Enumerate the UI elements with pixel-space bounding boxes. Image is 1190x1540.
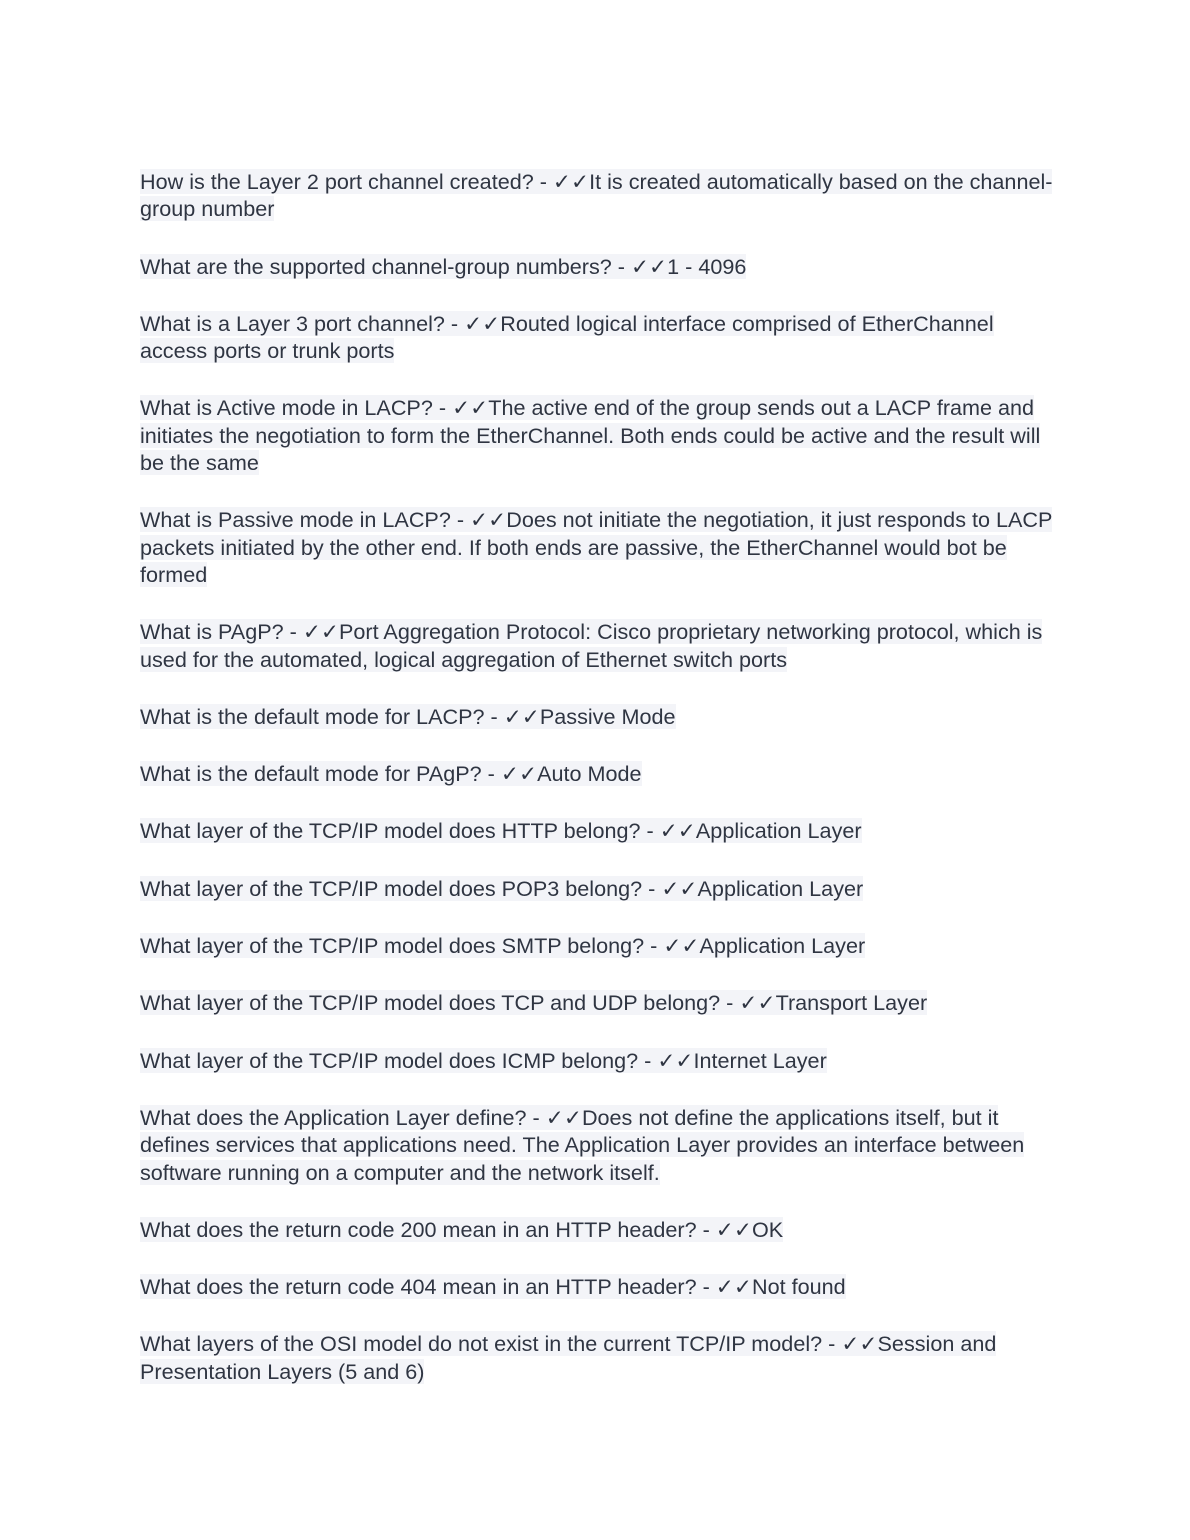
separator: - [533,169,553,194]
document-page [140,168,1055,1415]
question-text: What layer of the TCP/IP model does TCP and UDP belong? [140,990,721,1016]
separator: - [283,619,303,645]
question-text: What does the Application Layer define? [140,1104,527,1130]
double-check-icon: ✓✓ [661,875,698,901]
separator: - [642,875,662,901]
question-text: What is PAgP? [140,619,284,645]
qa-text [140,818,862,843]
double-check-icon: ✓✓ [470,507,507,533]
qa-text [140,990,927,1015]
separator: - [444,310,465,336]
qa-item [140,703,1055,730]
qa-text [140,761,642,786]
answer-text: Application Layer [695,818,862,844]
answer-text: Does not initiate the negotiation, it just responds to LACP packets initiated by the other end. If both ends are passive, the EtherChannel would bot be formed [140,507,1053,587]
qa-item [140,168,1055,223]
answer-text: Internet Layer [693,1047,827,1073]
double-check-icon: ✓✓ [663,933,700,959]
qa-item [140,1047,1055,1074]
qa-text [140,876,863,901]
question-text: What does the return code 200 mean in an HTTP header? [140,1216,697,1242]
qa-text [140,704,676,729]
question-text: What layer of the TCP/IP model does SMTP belong? [140,933,645,959]
qa-text [140,395,1040,475]
double-check-icon: ✓✓ [545,1104,582,1130]
double-check-icon: ✓✓ [659,818,696,844]
double-check-icon: ✓✓ [657,1047,694,1073]
qa-item [140,253,1055,280]
separator: - [822,1331,842,1357]
qa-text [140,169,1052,221]
double-check-icon: ✓✓ [841,1331,878,1357]
answer-text: Session and Presentation Layers (5 and 6) [140,1331,997,1384]
answer-text: Auto Mode [537,761,642,787]
question-text: What does the return code 404 mean in an HTTP header? [140,1274,697,1300]
question-text: What layer of the TCP/IP model does ICMP belong? [140,1047,639,1073]
separator: - [696,1274,716,1300]
separator: - [644,933,664,959]
question-text: What is the default mode for LACP? [140,703,485,729]
double-check-icon: ✓✓ [464,310,501,336]
double-check-icon: ✓✓ [503,703,540,729]
qa-text [140,1217,783,1242]
separator: - [432,395,453,421]
double-check-icon: ✓✓ [500,761,538,787]
double-check-icon: ✓✓ [630,253,668,279]
answer-text: 1 - 4096 [667,253,747,279]
separator: - [526,1104,546,1130]
separator: - [696,1216,716,1242]
qa-item [140,817,1055,844]
answer-text: Does not define the applications itself, but it defines services that applications need. The Application Layer provides an interface between software running on a computer and the network itself. [140,1104,1025,1185]
question-text: What layers of the OSI model do not exist in the current TCP/IP model? [140,1331,823,1357]
qa-item [140,506,1055,588]
answer-text: Transport Layer [775,990,928,1016]
qa-item [140,932,1055,959]
question-text: What is a Layer 3 port channel? [140,310,445,336]
answer-text: Routed logical interface comprised of EtherChannel access ports or trunk ports [140,310,994,364]
qa-item [140,1273,1055,1300]
answer-text: The active end of the group sends out a LACP frame and initiates the negotiation to form the EtherChannel. Both ends could be active and the result will be the same [140,395,1041,476]
qa-text [140,254,746,279]
question-text: What are the supported channel-group numbers? [140,253,612,279]
qa-text [140,619,1042,671]
qa-text [140,507,1052,587]
qa-item [140,1330,1055,1385]
question-text: What layer of the TCP/IP model does POP3 belong? [140,875,643,901]
separator: - [640,818,660,844]
qa-text [140,1331,996,1383]
question-text: What is Active mode in LACP? [140,395,433,421]
separator: - [638,1047,658,1073]
separator: - [450,507,471,533]
qa-item [140,875,1055,902]
double-check-icon: ✓✓ [302,619,340,645]
answer-text: OK [751,1216,784,1242]
qa-item [140,394,1055,476]
separator: - [484,703,504,729]
qa-text [140,1105,1024,1185]
answer-text: It is created automatically based on the channel-group number [140,169,1053,222]
qa-item [140,618,1055,673]
answer-text: Port Aggregation Protocol: Cisco proprietary networking protocol, which is used for the automated, logical aggregation of Ethernet switch ports [140,619,1043,672]
answer-text: Application Layer [697,875,864,901]
qa-text [140,311,994,363]
qa-text [140,933,865,958]
question-text: What is Passive mode in LACP? [140,507,451,533]
double-check-icon: ✓✓ [452,395,489,421]
answer-text: Passive Mode [539,703,676,729]
answer-text: Not found [751,1274,846,1300]
question-text: How is the Layer 2 port channel created? [140,169,534,194]
qa-text [140,1048,827,1073]
double-check-icon: ✓✓ [739,990,776,1016]
double-check-icon: ✓✓ [715,1216,752,1242]
qa-text [140,1274,846,1299]
qa-item [140,310,1055,365]
qa-item [140,1216,1055,1243]
double-check-icon: ✓✓ [715,1274,752,1300]
question-text: What is the default mode for PAgP? [140,761,482,787]
separator: - [611,253,631,279]
separator: - [481,761,501,787]
qa-item [140,989,1055,1016]
separator: - [720,990,740,1016]
qa-item [140,760,1055,787]
qa-item [140,1104,1055,1186]
answer-text: Application Layer [699,933,866,959]
double-check-icon: ✓✓ [552,169,590,194]
question-text: What layer of the TCP/IP model does HTTP belong? [140,818,641,844]
